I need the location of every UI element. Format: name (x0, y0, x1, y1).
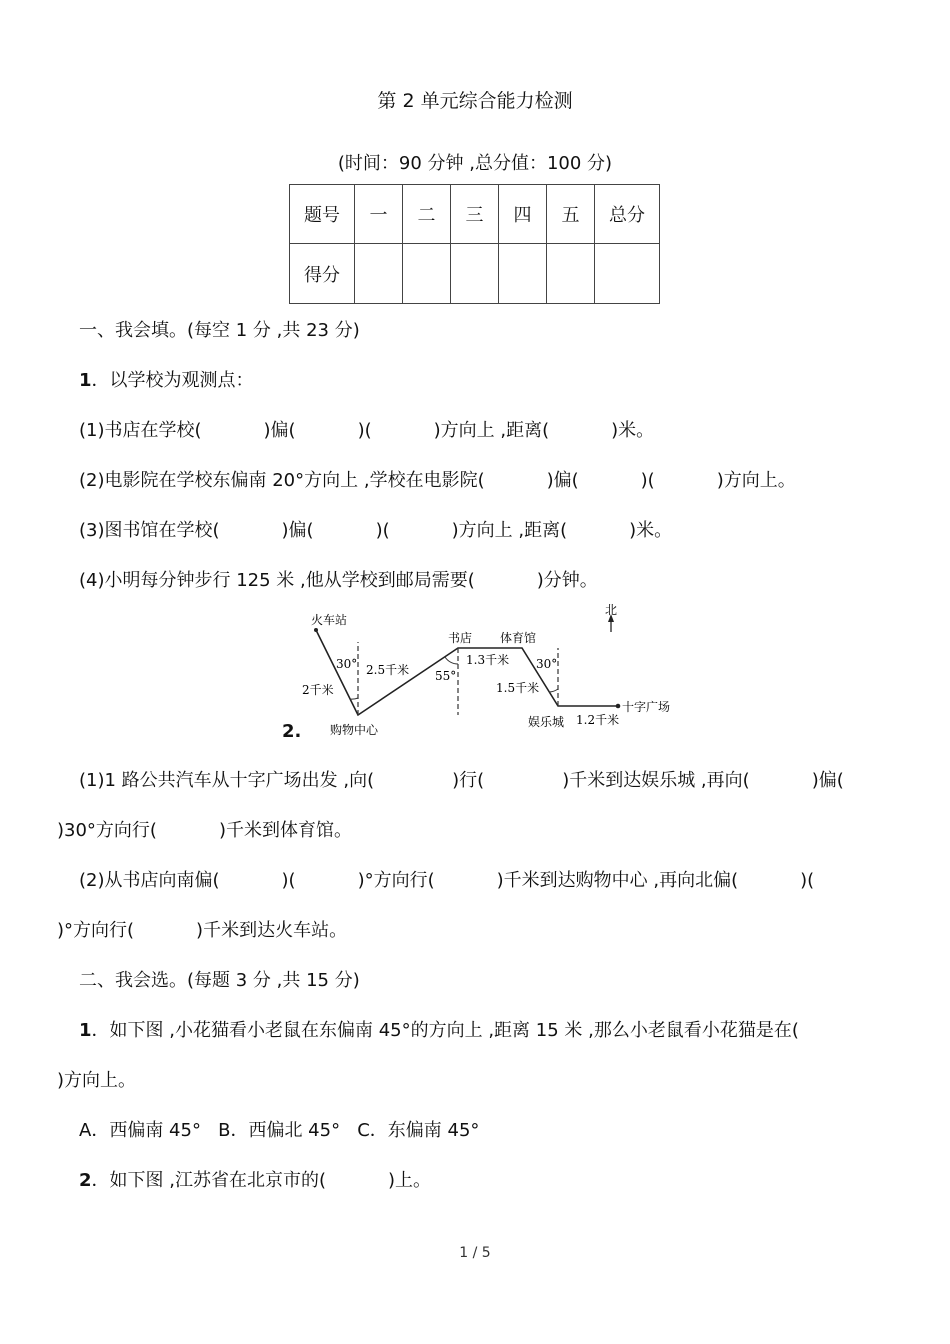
question-1 (79, 370, 254, 392)
text-segment: )( (800, 870, 815, 891)
label-angle-30a: 30° (336, 657, 358, 671)
choice-question-1-cont: )方向上。 (57, 1070, 137, 1091)
label-dist-2: 2千米 (302, 683, 334, 697)
text-segment: )( (281, 870, 296, 891)
text-segment: )千米到达娱乐城 ,再向( (562, 770, 750, 791)
score-header-cell: 总分 (595, 185, 660, 244)
text-segment: )方向上。 (716, 470, 796, 491)
label-angle-30b: 30° (536, 657, 558, 671)
section1-heading: 一、我会填。(每空 1 分 ,共 23 分) (79, 320, 360, 341)
question-number: 1 (79, 1020, 92, 1041)
text-segment: )方向上 ,距离( (451, 520, 568, 541)
text-segment: (2)电影院在学校东偏南 20°方向上 ,学校在电影院( (79, 470, 485, 491)
text-segment: (2)从书店向南偏( (79, 870, 220, 891)
score-cell (595, 244, 660, 304)
text-segment: )30°方向行( (57, 820, 157, 841)
text-segment: (1)书店在学校( (79, 420, 202, 441)
score-row-label: 得分 (290, 244, 355, 304)
text-segment: )行( (452, 770, 485, 791)
text-segment: )分钟。 (536, 570, 598, 591)
score-header-cell: 一 (355, 185, 403, 244)
q2-fill-line-2-cont (57, 920, 347, 942)
text-segment: )偏( (281, 520, 314, 541)
text-segment: )米。 (629, 520, 673, 541)
q2-fill-line-2 (79, 870, 814, 892)
label-angle-55: 55° (435, 669, 457, 683)
text-segment: )偏( (263, 420, 296, 441)
question-text: ．如下图 ,小花猫看小老鼠在东偏南 45°的方向上 ,距离 15 米 ,那么小老鼠看小花猫是在( (91, 1020, 799, 1041)
angle-arc (445, 657, 458, 664)
label-dist-1-5: 1.5千米 (496, 681, 540, 695)
label-train-station: 火车站 (311, 613, 348, 627)
score-header-cell: 四 (499, 185, 547, 244)
train-station-dot (314, 628, 318, 632)
fill-line-3 (79, 520, 672, 542)
text-segment: )千米到达购物中心 ,再向北偏( (496, 870, 739, 891)
fill-line-4 (79, 570, 598, 592)
text-segment: (1)1 路公共汽车从十字广场出发 ,向( (79, 770, 375, 791)
q2-fill-line-1-cont (57, 820, 352, 842)
score-header-cell: 三 (451, 185, 499, 244)
score-table (289, 184, 660, 304)
text-segment: )( (357, 420, 372, 441)
score-cell (451, 244, 499, 304)
text-segment: )°方向行( (57, 920, 135, 941)
label-entertainment-city: 娱乐城 (528, 715, 565, 729)
page-number: 1 / 5 (459, 1245, 491, 1261)
section2-heading: 二、我会选。(每题 3 分 ,共 15 分) (79, 970, 360, 991)
score-header-cell: 五 (547, 185, 595, 244)
label-gym: 体育馆 (500, 631, 537, 645)
q2-fill-line-1 (79, 770, 844, 792)
fill-line-1 (79, 420, 654, 442)
choice-question-1 (79, 1020, 799, 1042)
label-bookstore: 书店 (448, 631, 473, 645)
choice-question-2 (79, 1170, 431, 1192)
score-cell (355, 244, 403, 304)
text-segment: (4)小明每分钟步行 125 米 ,他从学校到邮局需要( (79, 570, 475, 591)
text-segment: )°方向行( (357, 870, 435, 891)
question-text: ．以学校为观测点： (91, 370, 254, 391)
text-segment: )千米到达火车站。 (196, 920, 348, 941)
choice-options: A．西偏南 45° B．西偏北 45° C．东偏南 45° (79, 1120, 480, 1141)
question-2-number: 2. (282, 721, 302, 742)
score-cell (499, 244, 547, 304)
text-segment: )( (375, 520, 390, 541)
label-cross-square: 十字广场 (622, 700, 671, 714)
angle-arc (350, 698, 358, 699)
label-dist-2-5: 2.5千米 (366, 663, 410, 677)
score-header-cell: 题号 (290, 185, 355, 244)
text-segment: )上。 (388, 1170, 432, 1191)
angle-arc (549, 689, 558, 692)
score-cell (547, 244, 595, 304)
exam-info: (时间：90 分钟 ,总分值：100 分) (337, 153, 613, 174)
text-segment: )方向上 ,距离( (433, 420, 550, 441)
score-header-cell: 二 (403, 185, 451, 244)
text-segment: )偏( (811, 770, 844, 791)
score-cell (403, 244, 451, 304)
cross-square-dot (616, 704, 621, 709)
north-label: 北 (605, 603, 618, 617)
label-dist-1-3: 1.3千米 (466, 653, 510, 667)
question-number: 2 (79, 1170, 92, 1191)
route-map (296, 600, 696, 745)
question-number: 1 (79, 370, 92, 391)
text-segment: )偏( (546, 470, 579, 491)
text-segment: )米。 (611, 420, 655, 441)
text-segment: (3)图书馆在学校( (79, 520, 220, 541)
fill-line-2 (79, 470, 796, 492)
text-segment: )( (640, 470, 655, 491)
text-segment: )千米到体育馆。 (218, 820, 352, 841)
label-dist-1-2: 1.2千米 (576, 713, 620, 727)
page-title: 第 2 单元综合能力检测 (377, 90, 573, 112)
label-shopping-center: 购物中心 (330, 723, 379, 737)
text-segment: ．如下图 ,江苏省在北京市的( (91, 1170, 326, 1191)
